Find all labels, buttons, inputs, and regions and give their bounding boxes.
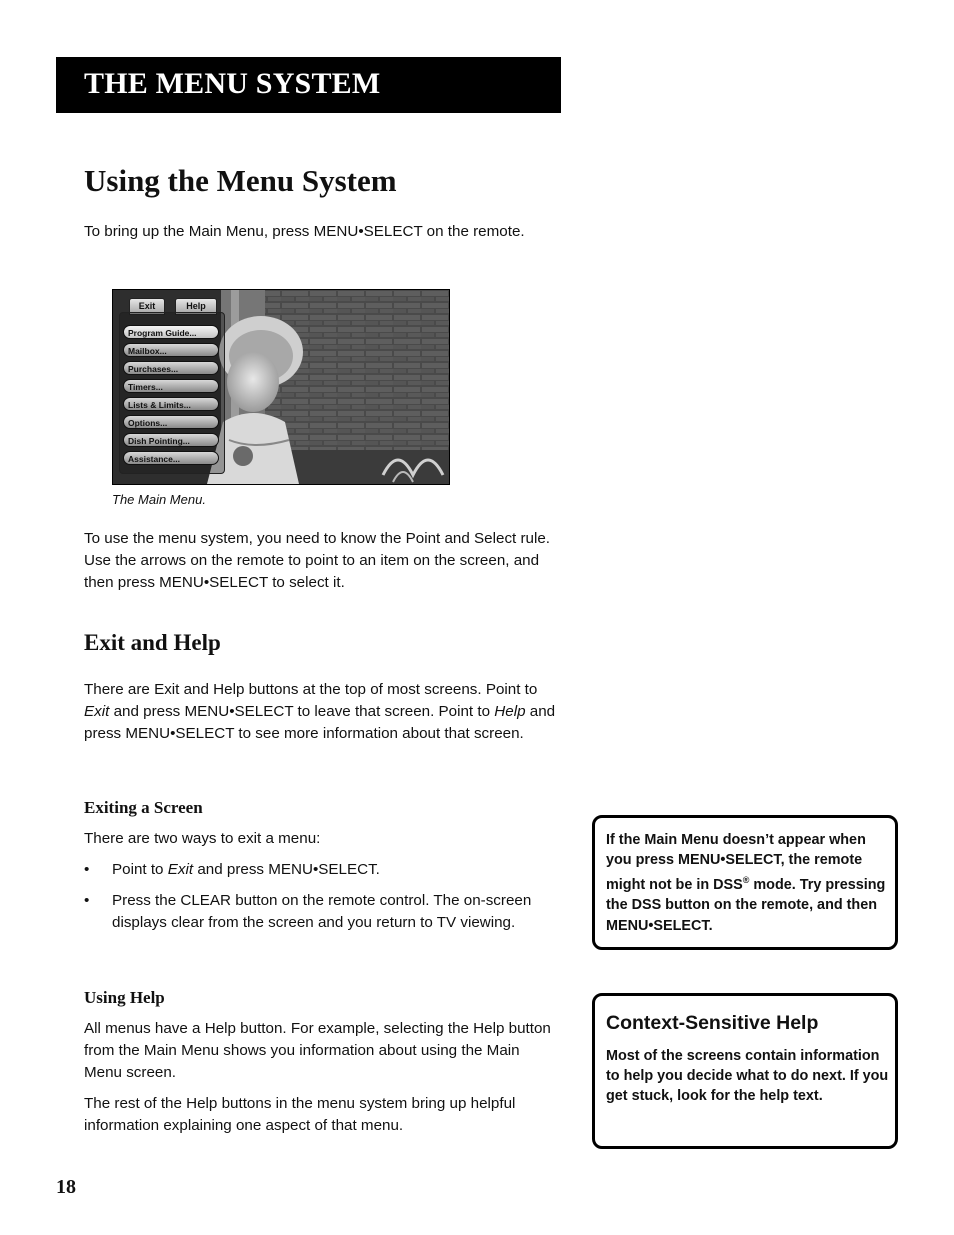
section-header-bar (56, 57, 561, 113)
page-title: Using the Menu System (84, 163, 397, 198)
exiting-screen-heading: Exiting a Screen (84, 798, 203, 817)
exiting-intro: There are two ways to exit a menu: (84, 830, 321, 847)
exit-help-heading: Exit and Help (84, 630, 221, 655)
context-help-box (592, 993, 898, 1149)
help-word: Help (494, 703, 526, 720)
page-number: 18 (56, 1176, 76, 1198)
menu-item-dish-pointing[interactable]: Dish Pointing... (123, 433, 219, 447)
point-select-paragraph: To use the menu system, you need to know the Point and Select rule. Use the arrows on the remote to point to an item on the screen, and then press MENU•SELECT to select it. (84, 530, 551, 591)
bullet-marker: • (84, 892, 90, 909)
exit-help-text-a: There are Exit and Help buttons at the top of most screens. Point to (84, 681, 538, 698)
using-help-heading: Using Help (84, 988, 165, 1007)
exit-word: Exit (84, 703, 110, 720)
section-header-label: THE MENU SYSTEM (84, 67, 381, 100)
menu-item-options[interactable]: Options... (123, 415, 219, 429)
bullet-text: Press the CLEAR button on the remote control. The on-screen displays clear from the screen and you return to TV viewing. (112, 892, 532, 931)
bullet-text: Point to Exit and press MENU•SELECT. (112, 861, 380, 878)
exit-help-text-c: and press MENU•SELECT to see more information about that screen. (84, 703, 556, 742)
menu-item-mailbox[interactable]: Mailbox... (123, 343, 219, 357)
using-help-paragraph-1: All menus have a Help button. For example, selecting the Help button from the Main Menu shows you information about using the Main Menu screen. (84, 1020, 551, 1081)
help-tab[interactable]: Help (175, 298, 217, 315)
exit-word: Exit (167, 861, 194, 878)
exit-tab[interactable]: Exit (129, 298, 165, 315)
dss-mode-note-box (592, 815, 898, 950)
menu-item-assistance[interactable]: Assistance... (123, 451, 219, 465)
using-help-paragraph-2: The rest of the Help buttons in the menu system bring up helpful information explaining one aspect of that menu. (84, 1095, 516, 1134)
bullet-marker: • (84, 861, 90, 878)
menu-item-lists-limits[interactable]: Lists & Limits... (123, 397, 219, 411)
menu-item-timers[interactable]: Timers... (123, 379, 219, 393)
figure-caption: The Main Menu. (112, 492, 206, 507)
main-menu-screenshot (112, 289, 450, 485)
menu-item-purchases[interactable]: Purchases... (123, 361, 219, 375)
intro-paragraph: To bring up the Main Menu, press MENU•SELECT on the remote. (84, 223, 525, 240)
context-help-title: Context-Sensitive Help (606, 1012, 819, 1034)
exit-help-paragraph (84, 679, 560, 745)
menu-item-program-guide[interactable]: Program Guide... (123, 325, 219, 339)
context-help-body: Most of the screens contain information to help you decide what to do next. If you get stuck, look for the help text. (606, 1048, 889, 1105)
registered-mark: ® (742, 875, 750, 886)
exit-help-text-b: and press MENU•SELECT to leave that screen. Point to (113, 703, 491, 720)
dss-mode-note: If the Main Menu doesn’t appear when you press MENU•SELECT, the remote might not be in DSS® mode. Try pressing the DSS button on the remote, and then MENU•SELECT. (606, 832, 886, 934)
